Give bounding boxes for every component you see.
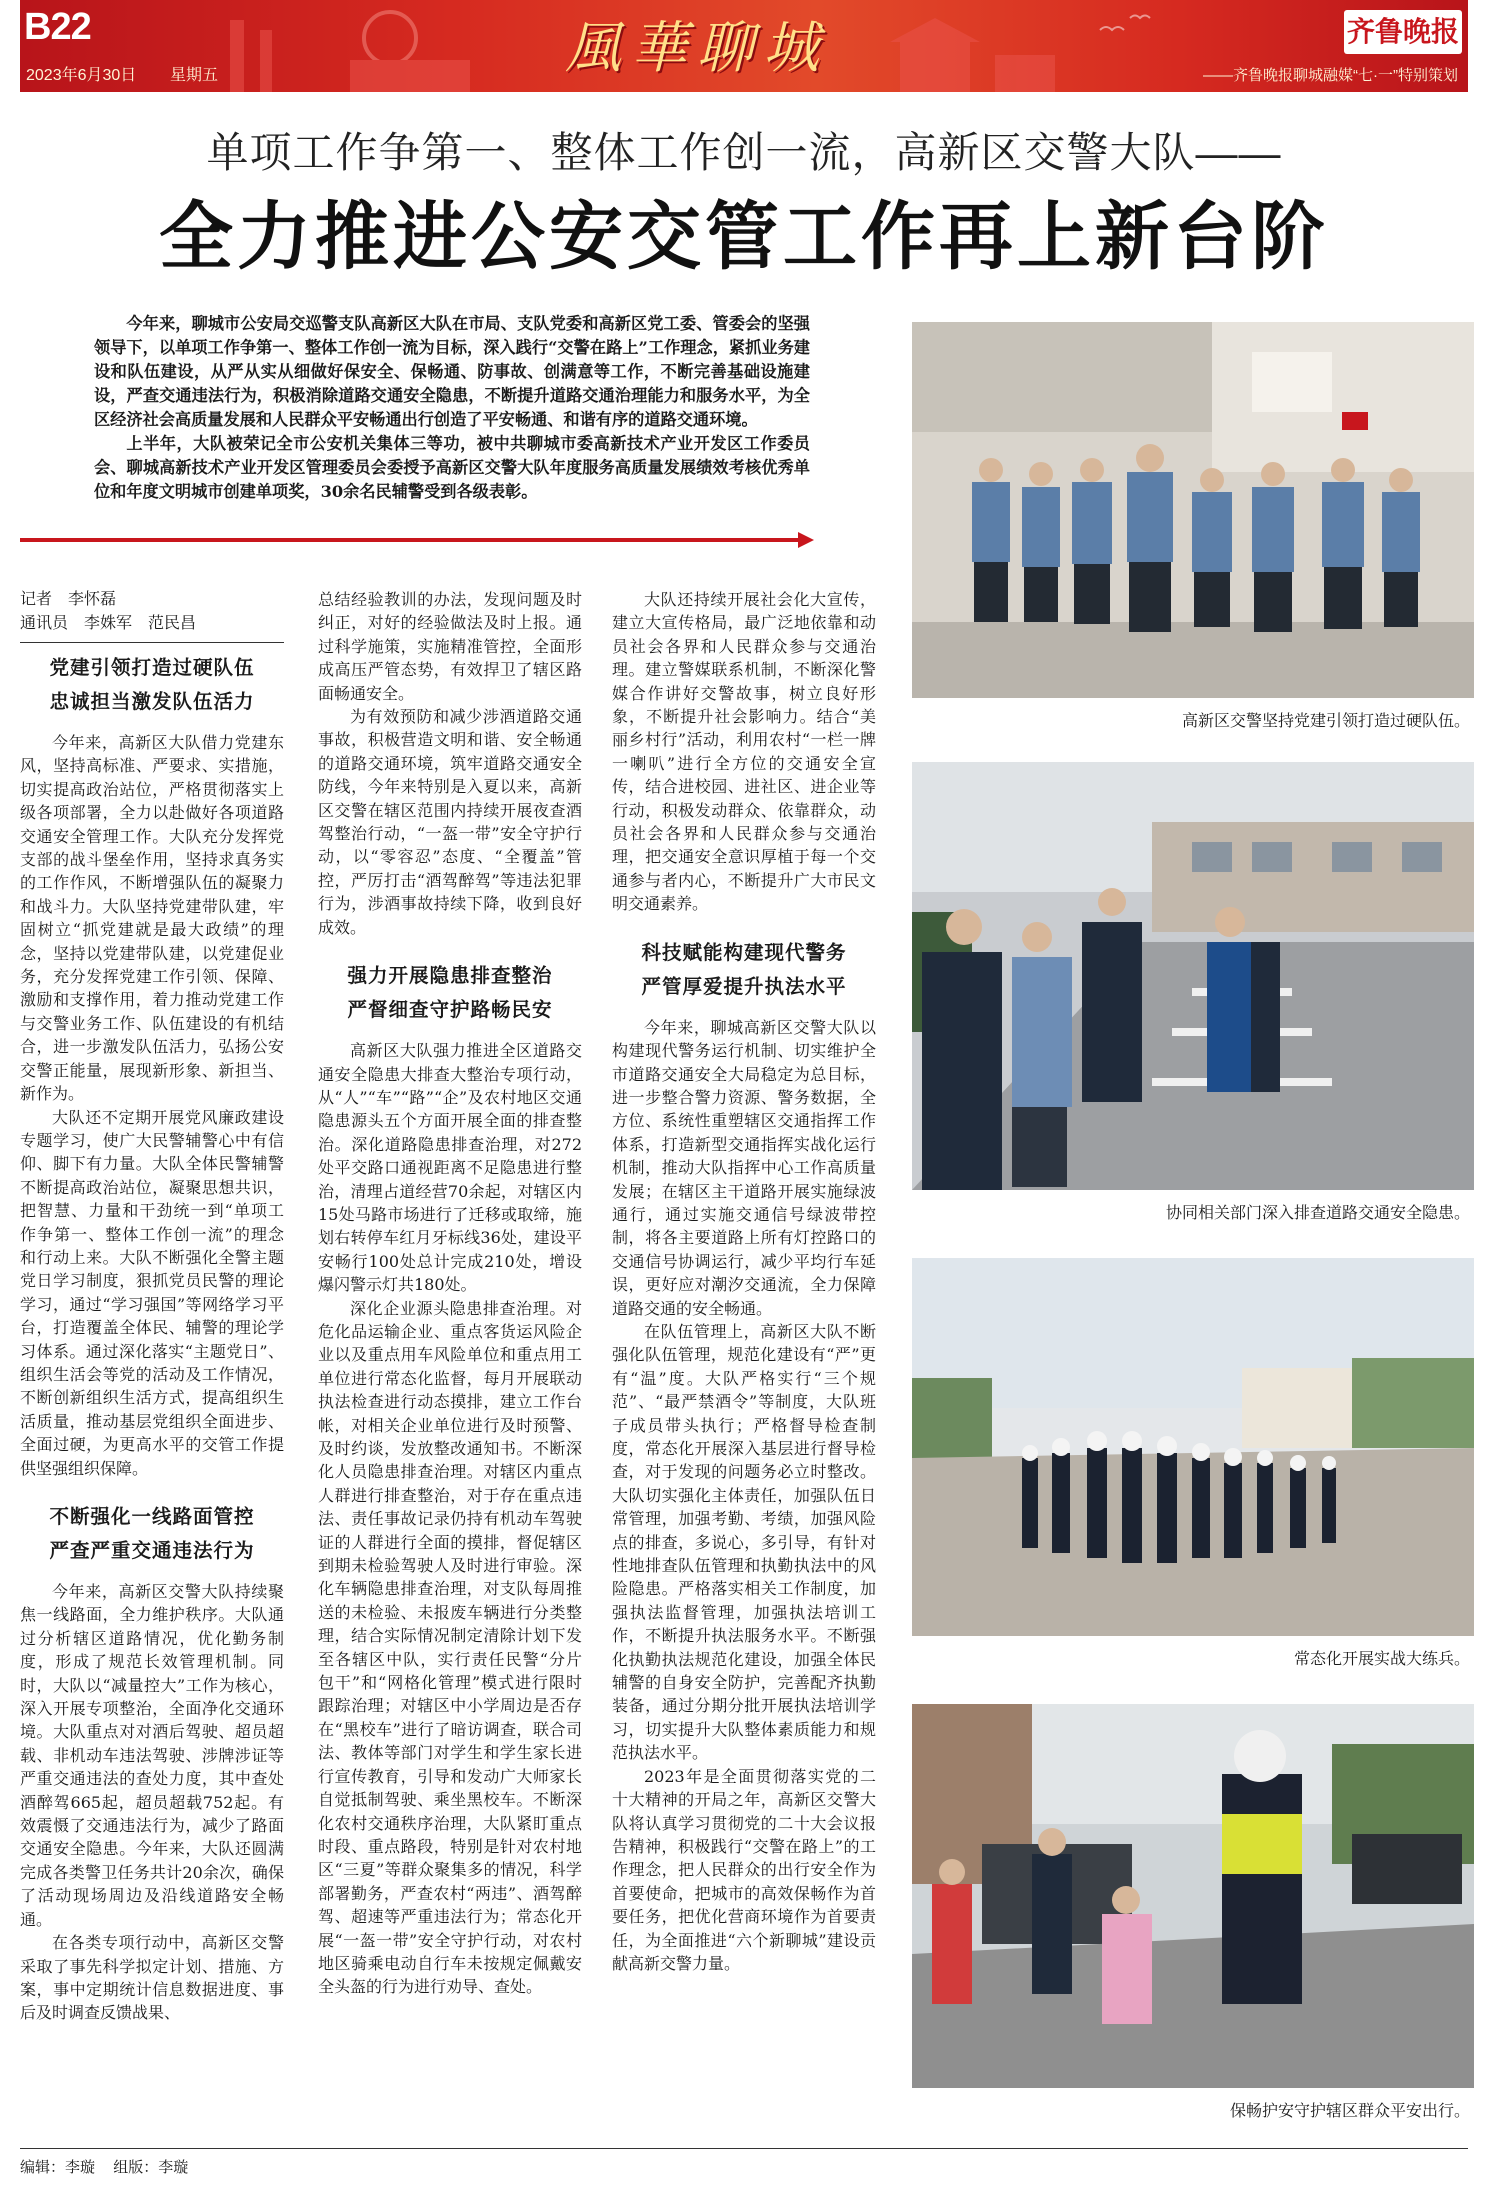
correspondent-names: 通讯员 李姝军 范民昌 xyxy=(20,615,197,632)
editor-credit: 编辑：李璇 xyxy=(20,2159,96,2176)
column-title: 風華聊城 xyxy=(565,16,829,81)
section-heading-line: 严督细查守护路畅民安 xyxy=(347,998,553,1022)
footer-credits xyxy=(20,2156,202,2177)
photo-road-inspection-image xyxy=(912,762,1474,1190)
photo-oath-ceremony-image xyxy=(912,322,1474,698)
special-edition-line: ——齐鲁晚报聊城融媒“七·一”特别策划 xyxy=(1203,67,1458,84)
body-paragraph: 今年来，聊城高新区交警大队以构建现代警务运行机制、切实维护全市道路交通安全大局稳定为总目标，进一步整合警力资源、警务数据，全方位、系统性重塑辖区交通指挥工作体系，打造新型交通指挥实战化运行机制，推动大队指挥中心工作高质量发展；在辖区主干道路开展实施绿波通行，通过实施交通信号绿波带控制，将各主要道路上所有灯控路口的交通信号协调运行，减少平均行车延误，更好应对潮汐交通流，全力保障道路交通的安全畅通。 xyxy=(612,1017,876,1318)
photo-road-inspection xyxy=(912,762,1474,1190)
article-column-2 xyxy=(318,588,582,1999)
photo-school-escort xyxy=(912,1704,1474,2088)
body-paragraph: 大队还不定期开展党风廉政建设专题学习，使广大民警辅警心中有信仰、脚下有力量。大队全体民警辅警不断提高政治站位，凝聚思想共识，把智慧、力量和干劲统一到“单项工作争第一、整体工作创一流”的理念和行动上来。大队不断强化全警主题党日学习制度，狠抓党员民警的理论学习，通过“学习强国”等网络学习平台，打造覆盖全体民、辅警的理论学习体系。通过深化落实“主题党日”、组织生活会等党的活动及工作情况，不断创新组织生活方式，提高组织生活质量，推动基层党组织全面进步、全面过硬，为更高水平的交管工作提供坚强组织保障。 xyxy=(20,1107,284,1478)
body-paragraph: 总结经验教训的办法，发现问题及时纠正，对好的经验做法及时上报。通过科学施策，实施精准管控，全面形成高压严管态势，有效捍卫了辖区路面畅通安全。 xyxy=(318,590,582,703)
section-heading-line: 强力开展隐患排查整治 xyxy=(347,964,553,988)
lead-text-1: 今年来，聊城市公安局交巡警支队高新区大队在市局、支队党委和高新区党工委、管委会的坚强领导下，以单项工作争第一、整体工作创一流为目标，深入践行“交警在路上”工作理念，紧抓业务建设和队伍建设，从严从实从细做好保安全、保畅通、防事故、创满意等工作，不断完善基础设施建设，严查交通违法行为，积极消除道路交通安全隐患，不断提升道路交通治理能力和服务水平，为全区经济社会高质量发展和人民群众平安畅通出行创造了平安畅通、和谐有序的道路交通环境。 xyxy=(94,314,810,429)
page-number: B22 xyxy=(24,6,91,48)
body-paragraph: 2023年是全面贯彻落实党的二十大精神的开局之年，高新区交警大队将认真学习贯彻党的二十大会议报告精神，积极践行“交警在路上”的工作理念，把人民群众的出行安全作为首要使命，把城市的高效保畅作为首要任务，把优化营商环境作为首要责任，为全面推进“六个新聊城”建设贡献高新交警力量。 xyxy=(612,1766,876,1973)
section-heading-line: 党建引领打造过硬队伍 xyxy=(49,656,255,679)
layout-credit: 组版：李璇 xyxy=(113,2159,189,2176)
byline xyxy=(20,588,284,643)
body-paragraph: 在各类专项行动中，高新区交警采取了事先科学拟定计划、措施、方案，事中定期统计信息数据进度、事后及时调查反馈战果、 xyxy=(20,1933,284,2023)
photo-caption: 常态化开展实战大练兵。 xyxy=(1293,1649,1470,1668)
newspaper-logo: 齐鲁晚报 xyxy=(1344,10,1462,54)
lead-text-2: 上半年，大队被荣记全市公安机关集体三等功，被中共聊城市委高新技术产业开发区工作委员会、聊城高新技术产业开发区管理委员会委授予高新区交警大队年度服务高质量发展绩效考核优秀单位和年度文明城市创建单项奖，30余名民辅警受到各级表彰。 xyxy=(94,434,810,501)
photo-caption: 保畅护安守护辖区群众平安出行。 xyxy=(1229,2101,1470,2120)
lead-divider xyxy=(20,538,800,542)
body-paragraph: 为有效预防和减少涉酒道路交通事故，积极营造文明和谐、安全畅通的道路交通环境，筑牢道路交通安全防线，今年来特别是入夏以来，高新区交警在辖区范围内持续开展夜查酒驾整治行动，“一盔一带”安全守护行动，以“零容忍”态度、“全覆盖”管控，严厉打击“酒驾醉驾”等违法犯罪行为，涉酒事故持续下降，收到良好成效。 xyxy=(318,707,582,937)
section-heading-tech-policing xyxy=(612,936,876,1004)
section-heading-line: 严管厚爱提升执法水平 xyxy=(641,974,847,998)
section-heading-line: 忠诚担当激发队伍活力 xyxy=(49,690,255,713)
headline-title: 全力推进公安交管工作再上新台阶 xyxy=(159,194,1329,280)
section-heading-line: 严查严重交通违法行为 xyxy=(49,1539,255,1562)
photo-training-drill xyxy=(912,1258,1474,1636)
lead-paragraph xyxy=(94,312,810,504)
headline-kicker: 单项工作争第一、整体工作创一流，高新区交警大队—— xyxy=(206,129,1282,176)
photo-school-escort-image xyxy=(912,1704,1474,2088)
section-heading-party-building xyxy=(20,651,284,719)
issue-weekday: 星期五 xyxy=(170,67,219,84)
body-paragraph: 大队还持续开展社会化大宣传，建立大宣传格局，最广泛地依靠和动员社会各界和人民群众参与交通治理。建立警媒联系机制，不断深化警媒合作讲好交警故事，树立良好形象，不断提升社会影响力。结合“美丽乡村行”活动，利用农村“一栏一牌一喇叭”进行全方位的交通安全宣传，结合进校园、进社区、进企业等行动，积极发动群众、依靠群众，动员社会各界和人民群众参与交通治理，把交通安全意识厚植于每一个交通参与者内心，不断提升广大市民文明交通素养。 xyxy=(612,590,876,914)
header-banner xyxy=(20,0,1468,92)
body-paragraph: 今年来，高新区交警大队持续聚焦一线路面，全力维护秩序。大队通过分析辖区道路情况，优化勤务制度，形成了规范长效管理机制。同时，大队以“减量控大”工作为核心，深入开展专项整治，全面净化交通环境。大队重点对对酒后驾驶、超员超载、非机动车违法驾驶、涉牌涉证等严重交通违法的查处力度，其中查处酒醉驾665起，超员超载752起。有效震慑了交通违法行为，减少了路面交通安全隐患。今年来，大队还圆满完成各类警卫任务共计20余次，确保了活动现场周边及沿线道路安全畅通。 xyxy=(20,1582,284,1929)
photo-oath-ceremony xyxy=(912,322,1474,698)
issue-date: 2023年6月30日 xyxy=(26,67,137,84)
reporter-name: 记者 李怀磊 xyxy=(20,591,117,608)
section-heading-line: 科技赋能构建现代警务 xyxy=(641,940,847,964)
body-paragraph: 高新区大队强力推进全区道路交通安全隐患大排查大整治专项行动，从“人”“车”“路”“企”及农村地区交通隐患源头五个方面开展全面的排查整治。深化道路隐患排查治理，对272处平交路口通视距离不足隐患进行整治，清理占道经营70余起，对辖区内15处马路市场进行了迁移或取缔，施划右转停车红月牙标线36处，建设平安畅行100处总计完成210处，增设爆闪警示灯共180处。 xyxy=(318,1041,582,1295)
article-column-3 xyxy=(612,588,876,1975)
photo-training-drill-image xyxy=(912,1258,1474,1636)
photo-caption: 高新区交警坚持党建引领打造过硬队伍。 xyxy=(1181,711,1470,730)
photo-caption: 协同相关部门深入排查道路交通安全隐患。 xyxy=(1165,1203,1470,1222)
section-heading-hazard-check xyxy=(318,959,582,1027)
body-paragraph: 今年来，高新区大队借力党建东风，坚持高标准、严要求、实措施，切实提高政治站位，严格贯彻落实上级各项部署，全力以赴做好各项道路交通安全管理工作。大队充分发挥党支部的战斗堡垒作用，坚持求真务实的工作作风，不断增强队伍的凝聚力和战斗力。大队坚持党建带队建，牢固树立“抓党建就是最大政绩”的理念，坚持以党建带队建，以党建促业务，充分发挥党建工作引领、保障、激励和支撑作用，着力推动党建工作与交警业务工作、队伍建设的有机结合，进一步激发队伍活力，弘扬公安交警正能量，展现新形象、新担当、新作为。 xyxy=(20,733,284,1104)
section-heading-line: 不断强化一线路面管控 xyxy=(49,1505,255,1528)
body-paragraph: 在队伍管理上，高新区大队不断强化队伍管理，规范化建设有“严”更有“温”度。大队严格实行“三个规范”、“最严禁酒令”等制度，大队班子成员带头执行；严格督导检查制度，常态化开展深入基层进行督导检查，对于发现的问题务必立时整改。大队切实强化主体责任，加强队伍日常管理，加强考勤、考绩，加强风险点的排查，多说心，多引导，有针对性地排查队伍管理和执勤执法中的风险隐患。严格落实相关工作制度，加强执法监督管理，加强执法培训工作，不断提升执法服务水平。不断强化执勤执法规范化建设，加强全体民辅警的自身安全防护，完善配齐执勤装备，通过分期分批开展执法培训学习，切实提升大队整体素质能力和规范执法水平。 xyxy=(612,1321,876,1763)
article-column-1 xyxy=(20,588,284,2025)
section-heading-road-control xyxy=(20,1500,284,1568)
body-paragraph: 深化企业源头隐患排查治理。对危化品运输企业、重点客货运风险企业以及重点用车风险单位和重点用工单位进行常态化监督，每月开展联动执法检查进行动态摸排，建立工作台帐，对相关企业单位进行及时预警、及时约谈，发放整改通知书。不断深化人员隐患排查治理。对辖区内重点人群进行排查整治，对于存在重点违法、责任事故记录仍持有机动车驾驶证的人群进行全面的摸排，督促辖区到期未检验驾驶人及时进行审验。深化车辆隐患排查治理，对支队每周推送的未检验、未报废车辆进行分类整理，结合实际情况制定清除计划下发至各辖区中队，实行责任民警“分片包干”和“网格化管理”模式进行限时跟踪治理；对辖区中小学周边是否存在“黑校车”进行了暗访调查，联合司法、教体等部门对学生和学生家长进行宣传教育，引导和发动广大师家长自觉抵制驾驶、乘坐黑校车。不断深化农村交通秩序治理，大队紧盯重点时段、重点路段，特别是针对农村地区“三夏”等群众聚集多的情况，科学部署勤务，严查农村“两违”、酒驾醉驾、超速等严重违法行为；常态化开展“一盔一带”安全守护行动，对农村地区骑乘电动自行车未按规定佩戴安全头盔的行为进行劝导、查处。 xyxy=(318,1298,582,1997)
footer-divider xyxy=(20,2148,1468,2149)
